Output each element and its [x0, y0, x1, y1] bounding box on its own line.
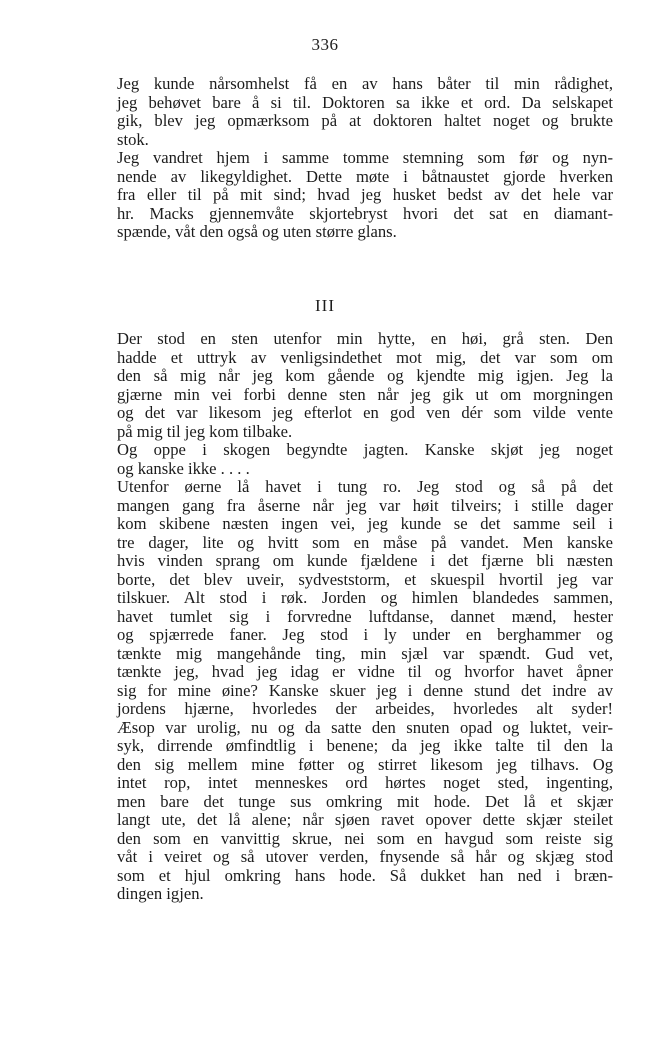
- text-line: nende av likegyldighet. Dette møte i båtnaustet gjorde hverken: [117, 166, 613, 186]
- text-line: syk, dirrende ømfindtlig i benene; da jeg ikke talte til den la: [117, 736, 613, 755]
- text-line: hvis vinden sprang om kunde fjældene i det fjærne bli næsten: [117, 551, 613, 570]
- text-line: borte, det blev uveir, sydveststorm, et skuespil hvortil jeg var: [117, 569, 613, 589]
- text-block-2: [117, 330, 613, 904]
- text-line: og spjærrede faner. Jeg stod i ly under en berghammer og: [117, 625, 613, 644]
- text-line: og det var likesom jeg efterlot en god ven dér som vilde vente: [117, 403, 613, 422]
- text-line: Jeg kunde nårsomhelst få en av hans båter til min rådighet,: [117, 74, 613, 93]
- text-line: men bare det tunge sus omkring mit hode. Det lå et skjær: [117, 791, 613, 811]
- text-line: sig for mine øine? Kanske skuer jeg i denne stund det indre av: [117, 680, 613, 700]
- section-heading: III: [315, 296, 335, 315]
- text-line: jordens hjærne, hvorledes der arbeides, hvorledes alt syder!: [117, 699, 613, 718]
- paragraph: [117, 441, 613, 478]
- text-line: gjærne min vei forbi denne sten når jeg gik ut om morgningen: [117, 384, 613, 404]
- text-line: Jeg vandret hjem i samme tomme stemning som før og nyn-: [117, 148, 613, 167]
- text-line: på mig til jeg kom tilbake.: [117, 421, 293, 441]
- text-line: havet tumlet sig i forvredne luftdanse, dannet mænd, hester: [117, 606, 613, 626]
- paragraph: [117, 478, 613, 904]
- text-line: tre dager, lite og hvitt som en måse på vandet. Men kanske: [117, 532, 613, 552]
- text-line: den så mig når jeg kom gående og kjendte mig igjen. Jeg la: [117, 366, 613, 385]
- text-line: fra eller til på mit sind; hvad jeg husket bedst av det hele var: [117, 185, 613, 204]
- text-line: mangen gang fra åserne når jeg var høit tilveirs; i stille dager: [117, 495, 613, 515]
- text-line: stok.: [117, 129, 149, 149]
- text-line: Æsop var urolig, nu og da satte den snuten opad og luktet, veir-: [117, 717, 613, 737]
- text-line: og kanske ikke . . . .: [117, 458, 250, 478]
- text-line: tænkte jeg, hvad jeg idag er vidne til og hvorfor havet åpner: [117, 662, 613, 681]
- text-line: jeg behøvet bare å si til. Doktoren sa ikke et ord. Da selskapet: [117, 92, 613, 112]
- text-line: spænde, våt den også og uten større glans.: [117, 222, 397, 241]
- paragraph: [117, 330, 613, 441]
- text-line: dingen igjen.: [117, 884, 204, 903]
- text-line: Der stod en sten utenfor min hytte, en høi, grå sten. Den: [117, 329, 613, 348]
- text-block-1: [117, 75, 613, 242]
- text-line: Utenfor øerne lå havet i tung ro. Jeg stod og så på det: [117, 477, 613, 496]
- text-line: våt i veiret og så utover verden, fnysende så hår og skjæg stod: [117, 847, 613, 866]
- text-line: som et hjul omkring hans hode. Så dukket han ned i bræn-: [117, 865, 613, 885]
- text-line: kom skibene næsten ingen vei, jeg kunde se det samme seil i: [117, 514, 613, 533]
- text-line: intet rop, intet menneskes ord hørtes noget sted, ingenting,: [117, 773, 613, 792]
- text-line: tænkte mig mangehånde ting, min sjæl var spændt. Gud vet,: [117, 643, 613, 663]
- text-line: hadde et uttryk av venligsindethet mot mig, det var som om: [117, 347, 613, 367]
- text-line: gik, blev jeg opmærksom på at doktoren haltet noget og brukte: [117, 111, 613, 130]
- paragraph: [117, 75, 613, 149]
- text-line: langt ute, det lå alene; når sjøen ravet opover dette skjær steilet: [117, 810, 613, 829]
- text-line: den sig mellem mine føtter og stirret likesom jeg tilhavs. Og: [117, 754, 613, 774]
- paragraph: [117, 149, 613, 242]
- text-line: hr. Macks gjennemvåte skjortebryst hvori det sat en diamant-: [117, 203, 613, 223]
- text-line: den som en vanvittig skrue, nei som en havgud som reiste sig: [117, 828, 613, 848]
- text-line: Og oppe i skogen begyndte jagten. Kanske skjøt jeg noget: [117, 440, 613, 459]
- text-line: tilskuer. Alt stod i røk. Jorden og himlen blandedes sammen,: [117, 588, 613, 607]
- page-number: 336: [311, 35, 339, 54]
